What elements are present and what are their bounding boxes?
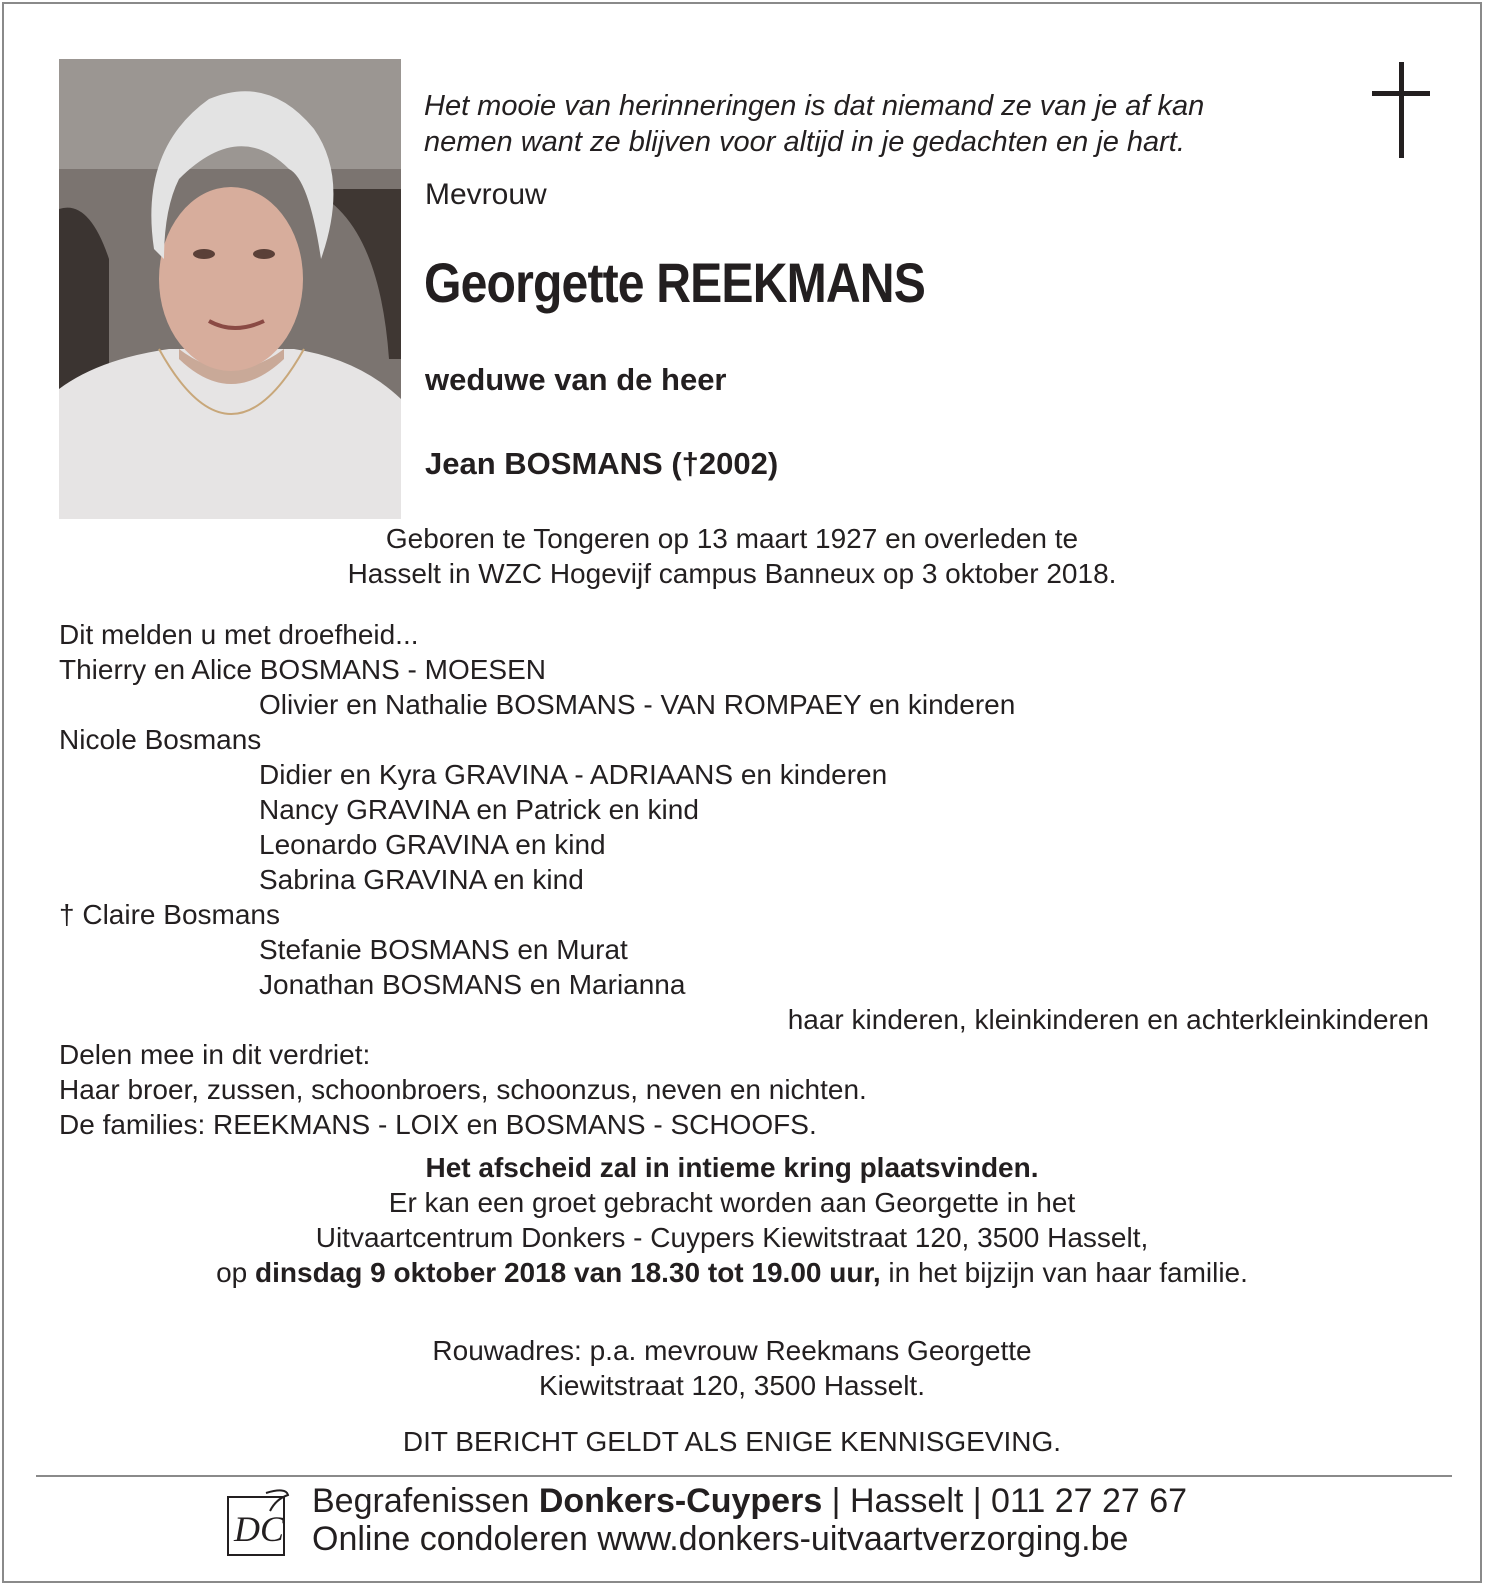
quote-line: Het mooie van herinneringen is dat niemand ze van je af kan — [424, 90, 1205, 122]
farewell-line: Uitvaartcentrum Donkers - Cuypers Kiewitstraat 120, 3500 Hasselt, — [315, 1222, 1149, 1253]
footer-divider — [36, 1475, 1452, 1477]
footer-line-2 — [312, 1520, 1187, 1558]
family-list — [59, 617, 1429, 1142]
footer-line-1 — [312, 1482, 1187, 1520]
family-member-line: Jonathan BOSMANS en Marianna — [259, 969, 686, 1000]
salutation: Mevrouw — [425, 178, 547, 211]
address-line: Kiewitstraat 120, 3500 Hasselt. — [539, 1370, 925, 1401]
schedule-date: dinsdag 9 oktober 2018 van 18.30 tot 19.00 uur, — [255, 1257, 881, 1288]
share-intro: Delen mee in dit verdriet: — [59, 1039, 371, 1070]
family-lines — [59, 652, 1429, 1002]
family-member-line: Thierry en Alice BOSMANS - MOESEN — [59, 654, 547, 685]
farewell-section — [0, 1150, 1464, 1290]
cross-icon — [1372, 62, 1430, 158]
logo-text: DC — [234, 1509, 285, 1549]
quote-line: nemen want ze blijven voor altijd in je gedachten en je hart. — [424, 126, 1185, 158]
family-member-line: Olivier en Nathalie BOSMANS - VAN ROMPAEY en kinderen — [259, 689, 1016, 720]
footer-contact: | Hasselt | 011 27 27 67 — [822, 1482, 1188, 1520]
memorial-quote — [424, 88, 1204, 160]
widow-of-label: weduwe van de heer — [425, 362, 727, 397]
dc-logo-icon — [226, 1489, 290, 1559]
notice-text: DIT BERICHT GELDT ALS ENIGE KENNISGEVING. — [402, 1426, 1062, 1457]
mourning-address — [0, 1333, 1464, 1403]
website-link[interactable]: www.donkers-uitvaartverzorging.be — [597, 1520, 1129, 1558]
family-member-line: Stefanie BOSMANS en Murat — [259, 934, 628, 965]
family-intro: Dit melden u met droefheid... — [59, 619, 419, 650]
footer-prefix: Begrafenissen — [312, 1482, 539, 1520]
family-member-line: † Claire Bosmans — [59, 899, 280, 930]
portrait-photo — [59, 59, 401, 519]
farewell-line: Er kan een groet gebracht worden aan Georgette in het — [388, 1187, 1076, 1218]
schedule-suffix: in het bijzijn van haar familie. — [880, 1257, 1248, 1288]
company-name: Donkers-Cuypers — [538, 1482, 823, 1520]
share-line: Haar broer, zussen, schoonbroers, schoonzus, neven en nichten. — [59, 1074, 867, 1105]
family-member-line: Didier en Kyra GRAVINA - ADRIAANS en kinderen — [259, 759, 888, 790]
family-relation: haar kinderen, kleinkinderen en achterkleinkinderen — [787, 1004, 1429, 1035]
address-line: Rouwadres: p.a. mevrouw Reekmans Georgette — [432, 1335, 1032, 1366]
online-label: Online condoleren — [312, 1520, 598, 1558]
birth-line: Geboren te Tongeren op 13 maart 1927 en overleden te — [385, 523, 1079, 554]
family-member-line: Leonardo GRAVINA en kind — [259, 829, 606, 860]
family-member-line: Sabrina GRAVINA en kind — [259, 864, 584, 895]
deceased-name: Georgette REEKMANS — [424, 251, 925, 314]
farewell-schedule — [0, 1255, 1464, 1290]
death-line: Hasselt in WZC Hogevijf campus Banneux op 3 oktober 2018. — [347, 558, 1117, 589]
farewell-heading: Het afscheid zal in intieme kring plaatsvinden. — [425, 1152, 1039, 1183]
share-line: De families: REEKMANS - LOIX en BOSMANS - SCHOOFS. — [59, 1109, 817, 1140]
birth-death-info — [0, 521, 1464, 591]
funeral-home-footer — [312, 1482, 1187, 1558]
husband-name: Jean BOSMANS (†2002) — [425, 446, 779, 481]
family-member-line: Nicole Bosmans — [59, 724, 262, 755]
schedule-prefix: op — [216, 1257, 256, 1288]
family-member-line: Nancy GRAVINA en Patrick en kind — [259, 794, 699, 825]
